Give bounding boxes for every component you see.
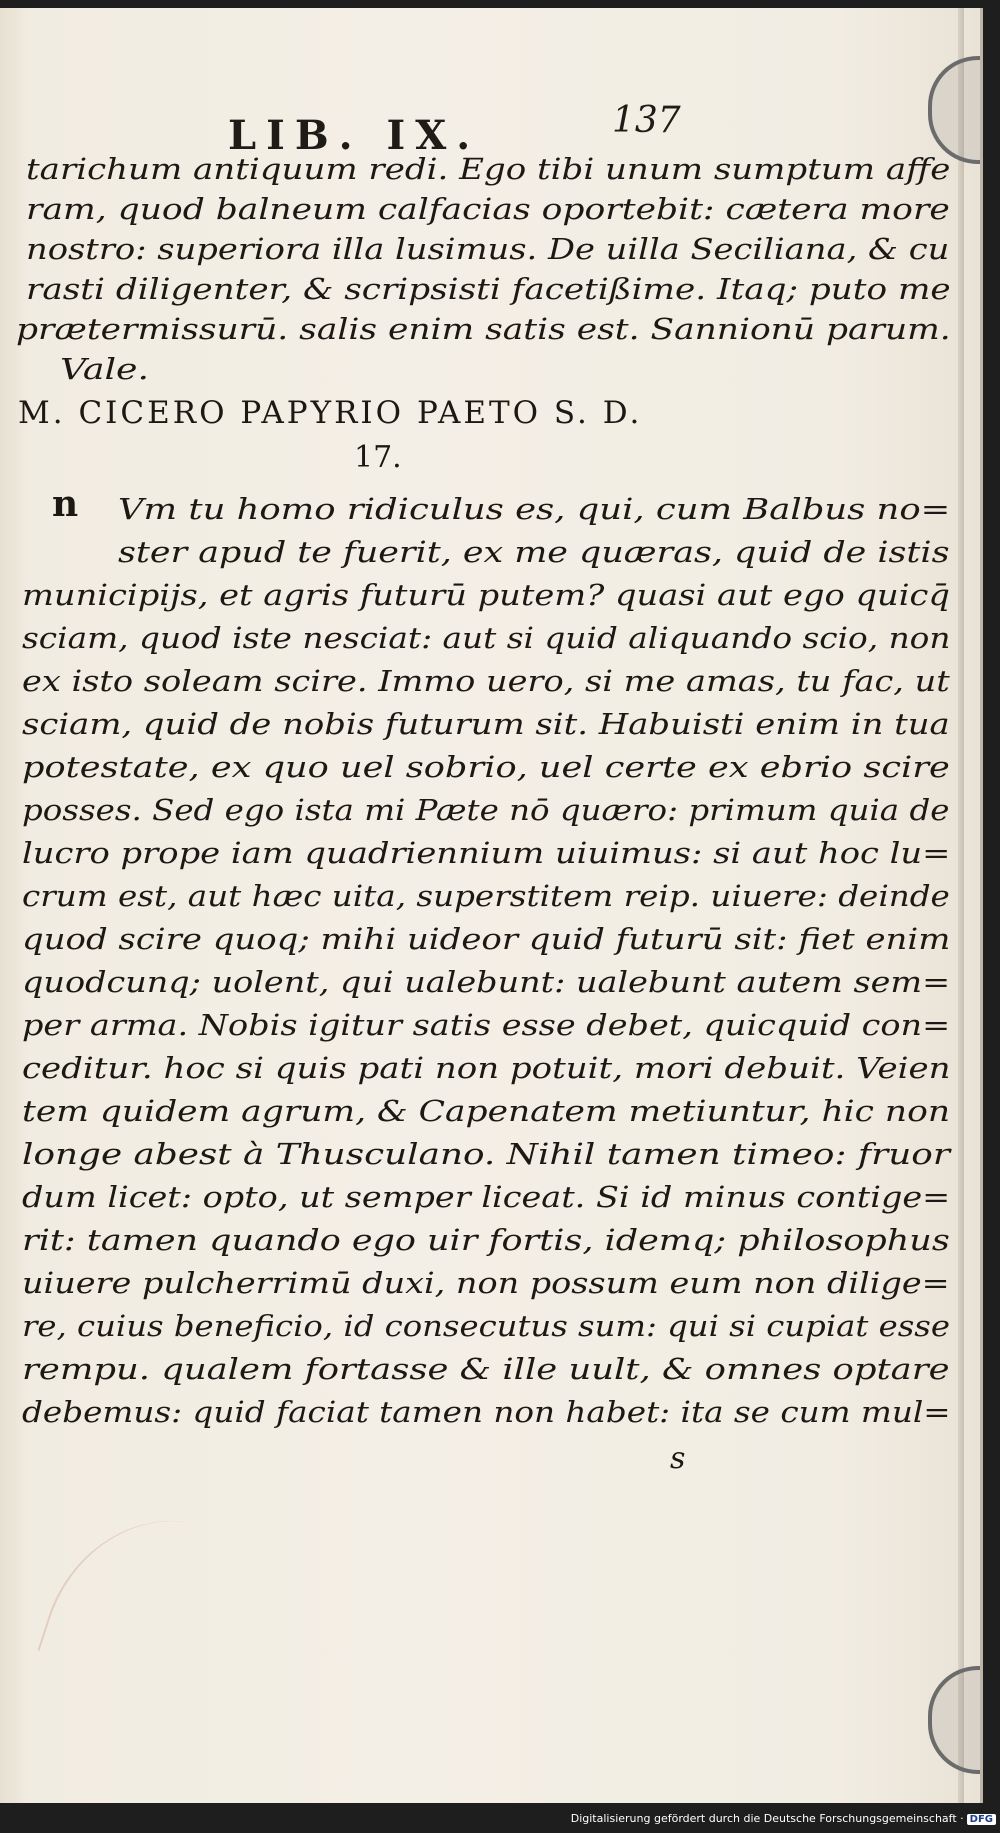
credit-text: Digitalisierung gefördert durch die Deutsche Forschungsgemeinschaft · (570, 1812, 964, 1825)
initial-letter: n (52, 483, 79, 525)
text-line: ster apud te fuerit, ex me quæras, quid de istis (118, 535, 950, 569)
paper-stain (37, 1489, 234, 1698)
letter-heading: M. CICERO PAPYRIO PAETO S. D. (18, 395, 643, 431)
text-line: crum est, aut hæc uita, superstitem reip. uiuere: deinde (22, 879, 950, 913)
catchword: s (670, 1441, 686, 1476)
dfg-logo: DFG (967, 1814, 996, 1825)
running-head: LIB. IX. (228, 112, 481, 159)
text-line: sciam, quid de nobis futurum sit. Habuisti enim in tua (22, 707, 950, 741)
text-line: dum licet: opto, ut semper liceat. Si id minus contige= (22, 1180, 951, 1214)
text-line: rasti diligenter, & scripsisti facetißime. Itaq; puto me (26, 272, 951, 306)
digitization-credit (571, 1812, 996, 1825)
text-line: sciam, quod iste nesciat: aut si quid aliquando scio, non (22, 621, 951, 655)
text-line: municipijs, et agris futurū putem? quasi aut ego quicq̄ (22, 578, 950, 612)
text-line: posses. Sed ego ista mi Pæte nō quæro: primum quia de (22, 793, 950, 827)
text-line: quod scire quoq; mihi uideor quid futurū sit: fiet enim (22, 922, 951, 956)
bottom-page-clip (928, 1666, 980, 1774)
text-line: quodcunq; uolent, qui ualebunt: ualebunt autem sem= (22, 965, 951, 999)
text-line: longe abest à Thusculano. Nihil tamen timeo: fruor (22, 1137, 950, 1171)
text-line: re, cuius beneficio, id consecutus sum: qui si cupiat esse (22, 1309, 950, 1343)
text-line: lucro prope iam quadriennium uiuimus: si aut hoc lu= (22, 836, 951, 870)
book-page (0, 8, 983, 1803)
text-line: Vm tu homo ridiculus es, qui, cum Balbus no= (118, 492, 951, 526)
page-number: 137 (612, 100, 681, 141)
text-line: nostro: superiora illa lusimus. De uilla Seciliana, & cu (26, 232, 950, 266)
text-line: prætermissurū. salis enim satis est. Sannionū parum. (16, 312, 951, 346)
text-line: tem quidem agrum, & Capenatem metiuntur, hic non (22, 1094, 951, 1128)
text-line: tarichum antiquum redi. Ego tibi unum sumptum affe (26, 152, 951, 186)
text-line: rit: tamen quando ego uir fortis, idemq; philosophus (22, 1223, 950, 1257)
text-line: rempu. qualem fortasse & ille uult, & omnes optare (22, 1352, 950, 1386)
page-edge (958, 8, 964, 1803)
text-line: ex isto soleam scire. Immo uero, si me amas, tu fac, ut (22, 664, 950, 698)
text-line: debemus: quid faciat tamen non habet: ita se cum mul= (22, 1395, 951, 1429)
page-header (0, 100, 980, 159)
text-line: ram, quod balneum calfacias oportebit: cætera more (26, 192, 950, 226)
text-line: Vale. (60, 352, 150, 386)
epistle-number: 17. (354, 440, 402, 475)
text-line: potestate, ex quo uel sobrio, uel certe ex ebrio scire (22, 750, 950, 784)
text-line: uiuere pulcherrimū duxi, non possum eum non dilige= (22, 1266, 950, 1300)
text-line: ceditur. hoc si quis pati non potuit, mori debuit. Veien (22, 1051, 951, 1085)
text-line: per arma. Nobis igitur satis esse debet, quicquid con= (22, 1008, 951, 1042)
